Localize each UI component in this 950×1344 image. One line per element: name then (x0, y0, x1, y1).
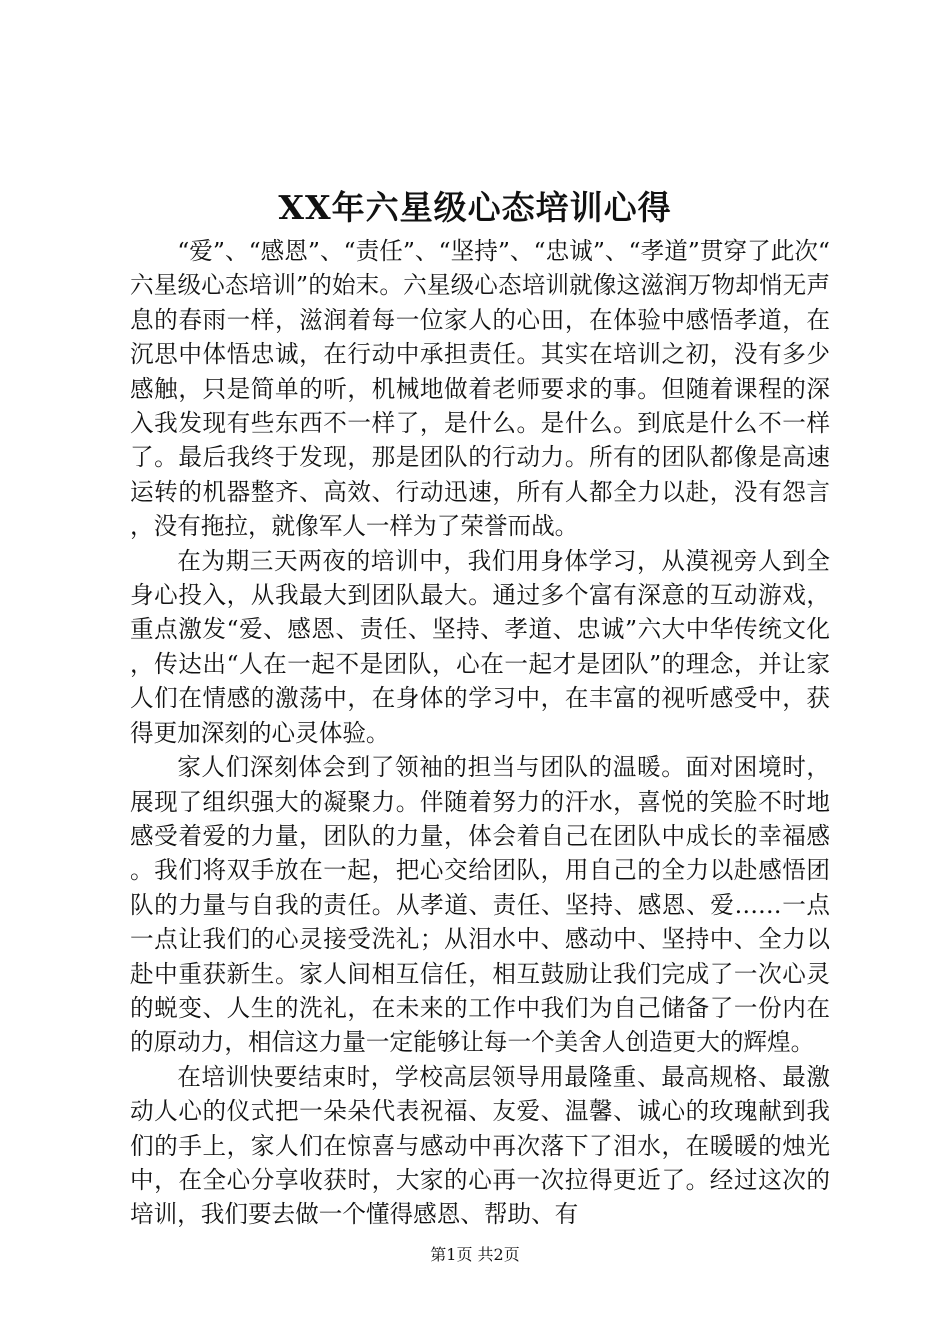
document-title: XX年六星级心态培训心得 (278, 188, 672, 227)
document-body (130, 234, 830, 1232)
paragraph-1: “爱”、“感恩”、“责任”、“坚持”、“忠诚”、“孝道”贯穿了此次“六星级心态培训”的始末。六星级心态培训就像这滋润万物却悄无声息的春雨一样，滋润着每一位家人的心田，在体验中感悟孝道，在沉思中体悟忠诚，在行动中承担责任。其实在培训之初，没有多少感触，只是简单的听，机械地做着老师要求的事。但随着课程的深入我发现有些东西不一样了，是什么。是什么。到底是什么不一样了。最后我终于发现，那是团队的行动力。所有的团队都像是高速运转的机器整齐、高效、行动迅速，所有人都全力以赴，没有怨言，没有拖拉，就像军人一样为了荣誉而战。 (130, 237, 830, 541)
paragraph-2: 在为期三天两夜的培训中，我们用身体学习，从漠视旁人到全身心投入，从我最大到团队最大。通过多个富有深意的互动游戏，重点激发“爱、感恩、责任、坚持、孝道、忠诚”六大中华传统文化，传达出“人在一起不是团队，心在一起才是团队”的理念，并让家人们在情感的激荡中，在身体的学习中，在丰富的视听感受中，获得更加深刻的心灵体验。 (130, 546, 830, 747)
paragraph-3: 家人们深刻体会到了领袖的担当与团队的温暖。面对困境时，展现了组织强大的凝聚力。伴随着努力的汗水，喜悦的笑脸不时地感受着爱的力量，团队的力量，体会着自己在团队中成长的幸福感。我们将双手放在一起，把心交给团队，用自己的全力以赴感悟团队的力量与自我的责任。从孝道、责任、坚持、感恩、爱……一点一点让我们的心灵接受洗礼；从泪水中、感动中、坚持中、全力以赴中重获新生。家人间相互信任，相互鼓励让我们完成了一次心灵的蜕变、人生的洗礼，在未来的工作中我们为自己储备了一份内在的原动力，相信这力量一定能够让每一个美舍人创造更大的辉煌。 (130, 753, 830, 1057)
paragraph-4: 在培训快要结束时，学校高层领导用最隆重、最高规格、最激动人心的仪式把一朵朵代表祝福、友爱、温馨、诚心的玫瑰献到我们的手上，家人们在惊喜与感动中再次落下了泪水，在暖暖的烛光中，在全心分享收获时，大家的心再一次拉得更近了。经过这次的培训，我们要去做一个懂得感恩、帮助、有 (130, 1062, 830, 1229)
page-number-footer: 第1页 共2页 (430, 1245, 520, 1264)
